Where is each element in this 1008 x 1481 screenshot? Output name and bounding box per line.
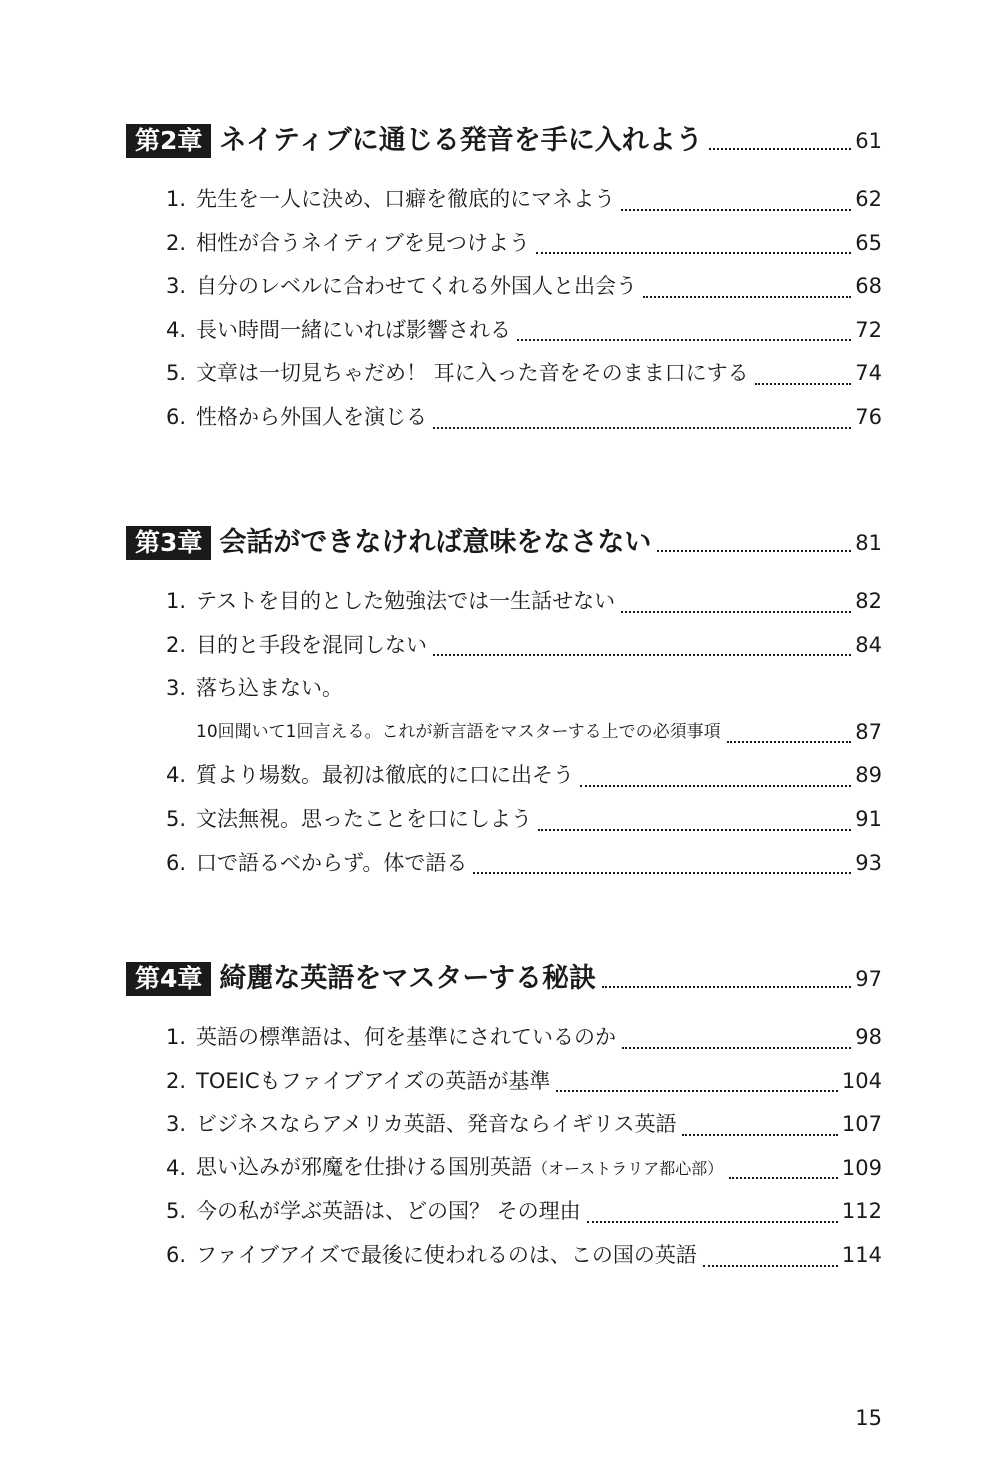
toc-entry [126, 580, 882, 624]
dot-leader [682, 1134, 837, 1136]
entry-subtitle: 10回聞いて1回言える。これが新言語をマスターする上での必須事項 [196, 721, 721, 742]
toc-entry [126, 1234, 882, 1278]
entry-number: 3. [166, 676, 187, 701]
dot-leader [622, 1047, 851, 1049]
chapter-2 [126, 121, 882, 440]
entry-number: 5. [166, 1199, 187, 1224]
entry-page-number: 91 [855, 806, 882, 831]
chapter-item-list [126, 580, 882, 885]
chapter-title: ネイティブに通じる発音を手に入れよう [219, 125, 703, 156]
dot-leader [727, 741, 852, 743]
entry-page-number: 98 [855, 1025, 882, 1049]
entry-page-number: 112 [841, 1199, 882, 1224]
toc-entry [126, 798, 882, 842]
dot-leader [517, 339, 851, 341]
entry-title: 今の私が学ぶ英語は、どの国？ その理由 [196, 1199, 581, 1224]
chapter-title: 綺麗な英語をマスターする秘訣 [219, 963, 597, 994]
entry-title: 英語の標準語は、何を基準にされているのか [196, 1025, 616, 1049]
chapter-heading [126, 523, 882, 563]
entry-page-number: 72 [855, 317, 882, 342]
entry-number: 1. [166, 187, 187, 211]
entry-number: 3. [166, 274, 187, 299]
entry-number: 1. [166, 589, 187, 613]
entry-number: 4. [166, 1155, 187, 1180]
dot-leader [587, 1221, 838, 1223]
entry-number: 6. [166, 1242, 187, 1267]
entry-page-number: 65 [855, 230, 882, 255]
entry-title: ビジネスならアメリカ英語、発音ならイギリス英語 [196, 1112, 677, 1137]
entry-number: 2. [166, 1068, 187, 1093]
toc-entry [126, 265, 882, 309]
entry-page-number: 76 [855, 404, 882, 429]
entry-title: 長い時間一緒にいれば影響される [196, 317, 511, 342]
entry-title: 文章は一切見ちゃだめ！ 耳に入った音をそのまま口にする [196, 361, 749, 386]
entry-number: 5. [166, 361, 187, 386]
entry-number: 5. [166, 806, 187, 831]
dot-leader [433, 654, 851, 656]
entry-first-line [166, 667, 882, 711]
entry-title: 相性が合うネイティブを見つけよう [196, 230, 530, 255]
dot-leader [729, 1177, 838, 1179]
chapter-item-list [126, 1016, 882, 1278]
chapter-item-list [126, 178, 882, 440]
entry-title-main: 思い込みが邪魔を仕掛ける国別英語 [196, 1154, 532, 1179]
entry-title: 落ち込まない。 [196, 676, 343, 701]
dot-leader [536, 252, 851, 254]
dot-leader [703, 1265, 838, 1267]
toc-entry [126, 1147, 882, 1191]
entry-page-number: 104 [841, 1068, 882, 1093]
toc-entry [126, 1103, 882, 1147]
chapter-3 [126, 523, 882, 885]
chapter-heading [126, 959, 882, 999]
chapter-badge: 第4章 [126, 962, 211, 996]
toc-entry [126, 222, 882, 266]
dot-leader [580, 785, 851, 787]
dot-leader [538, 829, 851, 831]
entry-page-number: 84 [855, 632, 882, 657]
entry-title: 目的と手段を混同しない [196, 632, 427, 657]
entry-title: 先生を一人に決め、口癖を徹底的にマネよう [196, 187, 616, 211]
entry-title: 自分のレベルに合わせてくれる外国人と出会う [196, 274, 637, 299]
dot-leader [621, 611, 851, 613]
toc-entry [126, 352, 882, 396]
toc-entry [126, 1016, 882, 1060]
chapter-page-number: 61 [855, 129, 882, 153]
chapter-badge: 第3章 [126, 526, 211, 560]
dot-leader [709, 148, 852, 150]
entry-number: 4. [166, 763, 187, 788]
dot-leader [602, 986, 851, 988]
chapter-4 [126, 959, 882, 1278]
entry-page-number: 68 [855, 274, 882, 299]
entry-page-number: 74 [855, 361, 882, 386]
dot-leader [433, 427, 851, 429]
entry-title-note: （オーストラリア都心部） [532, 1158, 724, 1178]
dot-leader [621, 209, 851, 211]
dot-leader [643, 296, 851, 298]
toc-entry [126, 1190, 882, 1234]
toc-entry [126, 754, 882, 798]
chapter-page-number: 81 [855, 531, 882, 555]
chapter-heading [126, 121, 882, 161]
entry-title: ファイブアイズで最後に使われるのは、この国の英語 [196, 1242, 697, 1267]
dot-leader [657, 550, 851, 552]
entry-page-number: 82 [855, 589, 882, 613]
entry-title: 文法無視。思ったことを口にしよう [196, 806, 532, 831]
toc-entry [126, 667, 882, 754]
entry-number: 4. [166, 317, 187, 342]
entry-title: テストを目的とした勉強法では一生話せない [196, 589, 616, 613]
entry-page-number: 109 [841, 1155, 882, 1180]
toc-entry [126, 178, 882, 222]
entry-title: 口で語るべからず。体で語る [196, 850, 468, 875]
chapter-page-number: 97 [855, 967, 882, 991]
toc-entry [126, 309, 882, 353]
dot-leader [755, 383, 852, 385]
entry-page-number: 114 [841, 1242, 882, 1267]
entry-number: 6. [166, 850, 187, 875]
entry-number: 2. [166, 230, 187, 255]
entry-title: 質より場数。最初は徹底的に口に出そう [196, 763, 574, 788]
toc-entry [126, 1060, 882, 1104]
entry-number: 2. [166, 632, 187, 657]
chapter-title: 会話ができなければ意味をなさない [219, 527, 652, 558]
entry-second-line [166, 711, 882, 755]
toc-entry [126, 396, 882, 440]
entry-page-number: 89 [855, 763, 882, 788]
chapter-badge: 第2章 [126, 124, 211, 158]
entry-title: 性格から外国人を演じる [196, 404, 427, 429]
entry-number: 1. [166, 1025, 187, 1049]
entry-title: TOEICもファイブアイズの英語が基準 [196, 1068, 551, 1093]
entry-title [196, 1146, 723, 1191]
entry-page-number: 62 [855, 187, 882, 211]
dot-leader [556, 1090, 838, 1092]
entry-page-number: 107 [841, 1112, 882, 1137]
entry-number: 3. [166, 1112, 187, 1137]
entry-page-number: 87 [855, 719, 882, 744]
page-number: 15 [855, 1406, 882, 1430]
toc-entry [126, 842, 882, 886]
toc-entry [126, 624, 882, 668]
entry-page-number: 93 [855, 850, 882, 875]
entry-number: 6. [166, 404, 187, 429]
dot-leader [473, 872, 851, 874]
